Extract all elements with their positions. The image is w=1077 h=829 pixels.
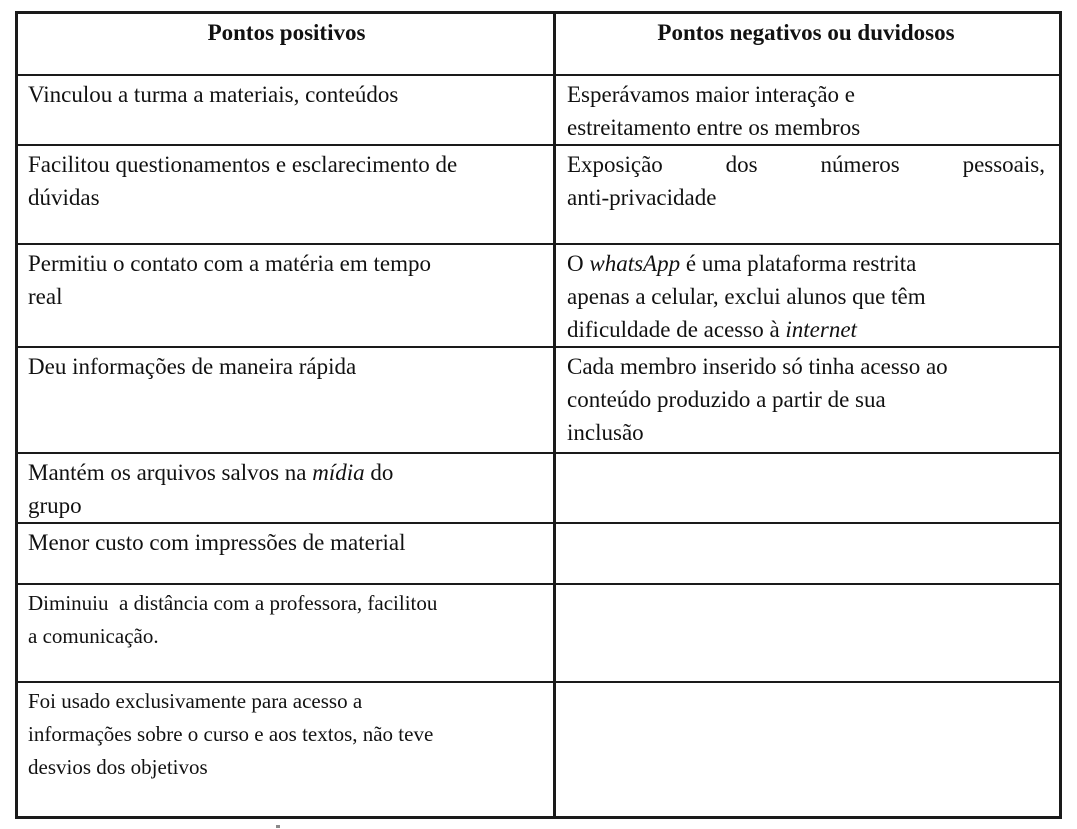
cell-r3-negativo xyxy=(553,245,1059,346)
text-line: estreitamento entre os membros xyxy=(567,115,861,140)
text-segment: Mantém os arquivos salvos na xyxy=(28,460,313,485)
header-label: Pontos negativos ou duvidosos xyxy=(657,20,955,45)
text-line xyxy=(567,313,1045,346)
cell-r5-positivo xyxy=(18,454,553,522)
text-line xyxy=(567,247,1045,280)
table-row-5 xyxy=(18,454,1059,524)
table-row-2 xyxy=(18,146,1059,245)
cell-r1-positivo xyxy=(18,76,553,144)
column-header-pontos-positivos xyxy=(18,14,553,74)
italic-term-midia: mídia xyxy=(312,460,365,485)
text-line: conteúdo produzido a partir de sua xyxy=(567,387,886,412)
table-row-8 xyxy=(18,683,1059,816)
cell-r7-positivo xyxy=(18,585,553,681)
text-line: dúvidas xyxy=(28,185,100,210)
text-line: Permitiu o contato com a matéria em tempo xyxy=(28,251,432,276)
scan-artifact-dot xyxy=(276,825,280,828)
cell-r7-negativo-empty xyxy=(553,585,1059,681)
text-line: grupo xyxy=(28,493,82,518)
table-row-1 xyxy=(18,76,1059,146)
text-segment: é uma plataforma restrita xyxy=(680,251,917,276)
text-line: Deu informações de maneira rápida xyxy=(28,354,357,379)
text-line: apenas a celular, exclui alunos que têm xyxy=(567,284,926,309)
text-line-justified: Exposição dos números pessoais, xyxy=(567,152,1045,177)
cell-r6-positivo xyxy=(18,524,553,583)
cell-r8-negativo-empty xyxy=(553,683,1059,816)
cell-r2-positivo xyxy=(18,146,553,243)
text-line: inclusão xyxy=(567,420,644,445)
text-segment: O xyxy=(567,251,590,276)
table-row-7 xyxy=(18,585,1059,683)
text-line: Vinculou a turma a materiais, conteúdos xyxy=(28,82,399,107)
text-line: Facilitou questionamentos e esclarecimento de xyxy=(28,152,458,177)
whatsapp-feedback-table xyxy=(15,11,1062,819)
text-line: anti-privacidade xyxy=(567,185,717,210)
text-line: real xyxy=(28,284,63,309)
cell-r4-negativo xyxy=(553,348,1059,452)
text-line xyxy=(28,456,545,489)
cell-r8-positivo xyxy=(18,683,553,816)
text-line: Esperávamos maior interação e xyxy=(567,82,856,107)
cell-r5-negativo-empty xyxy=(553,454,1059,522)
text-line: Cada membro inserido só tinha acesso ao xyxy=(567,354,948,379)
table-row-6 xyxy=(18,524,1059,585)
text-segment: dificuldade de acesso à xyxy=(567,317,786,342)
cell-r4-positivo xyxy=(18,348,553,452)
cell-r1-negativo xyxy=(553,76,1059,144)
text-segment: do xyxy=(364,460,394,485)
text-line: Diminuiu a distância com a professora, facilitou xyxy=(28,591,438,615)
table-row-3 xyxy=(18,245,1059,348)
italic-term-internet: internet xyxy=(785,317,857,342)
text-line: Foi usado exclusivamente para acesso a xyxy=(28,689,363,713)
text-line: informações sobre o curso e aos textos, não teve xyxy=(28,722,434,746)
column-header-pontos-negativos xyxy=(553,14,1059,74)
text-line: a comunicação. xyxy=(28,624,159,648)
italic-term-whatsapp: whatsApp xyxy=(589,251,681,276)
text-line: desvios dos objetivos xyxy=(28,755,208,779)
table-header-row xyxy=(18,14,1059,76)
cell-r3-positivo xyxy=(18,245,553,346)
text-line: Menor custo com impressões de material xyxy=(28,530,406,555)
cell-r2-negativo xyxy=(553,146,1059,243)
header-label: Pontos positivos xyxy=(207,20,366,45)
cell-r6-negativo-empty xyxy=(553,524,1059,583)
table-row-4 xyxy=(18,348,1059,454)
